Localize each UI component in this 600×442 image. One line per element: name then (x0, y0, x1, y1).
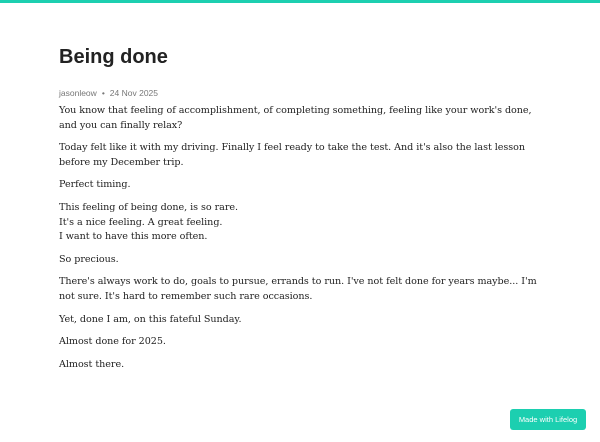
paragraph (59, 253, 549, 268)
top-accent-bar (0, 0, 600, 3)
post-meta (59, 87, 549, 99)
paragraph (59, 358, 549, 373)
paragraph-line: Almost done for 2025. (59, 336, 166, 348)
paragraph (59, 178, 549, 193)
paragraph-line: I want to have this more often. (59, 231, 208, 243)
paragraph-line: This feeling of being done, is so rare. (59, 201, 238, 213)
paragraph (59, 201, 549, 245)
paragraph (59, 141, 549, 170)
paragraph-line: Today felt like it with my driving. Finally I feel ready to take the test. And it's also the last lesson before my December trip. (59, 142, 525, 168)
article (59, 44, 549, 380)
paragraph (59, 104, 549, 133)
made-with-lifelog-button[interactable]: Made with Lifelog (510, 409, 586, 430)
paragraph-line: So precious. (59, 253, 119, 265)
paragraph-line: There's always work to do, goals to pursue, errands to run. I've not felt done for years maybe... I'm not sure. It's hard to remember such rare occasions. (59, 276, 537, 302)
post-date: 24 Nov 2025 (109, 88, 158, 98)
paragraph-line: You know that feeling of accomplishment, of completing something, feeling like your work's done, and you can finally relax? (59, 105, 532, 131)
author-link[interactable]: jasonleow (59, 88, 97, 98)
paragraph-line: Almost there. (59, 358, 125, 370)
paragraph (59, 275, 549, 304)
paragraph (59, 335, 549, 350)
meta-separator: • (101, 88, 105, 98)
paragraph-line: Perfect timing. (59, 179, 131, 191)
paragraph-line: It's a nice feeling. A great feeling. (59, 216, 223, 228)
post-title: Being done (59, 46, 168, 68)
paragraph (59, 313, 549, 328)
post-body (59, 104, 549, 372)
paragraph-line: Yet, done I am, on this fateful Sunday. (59, 313, 242, 325)
